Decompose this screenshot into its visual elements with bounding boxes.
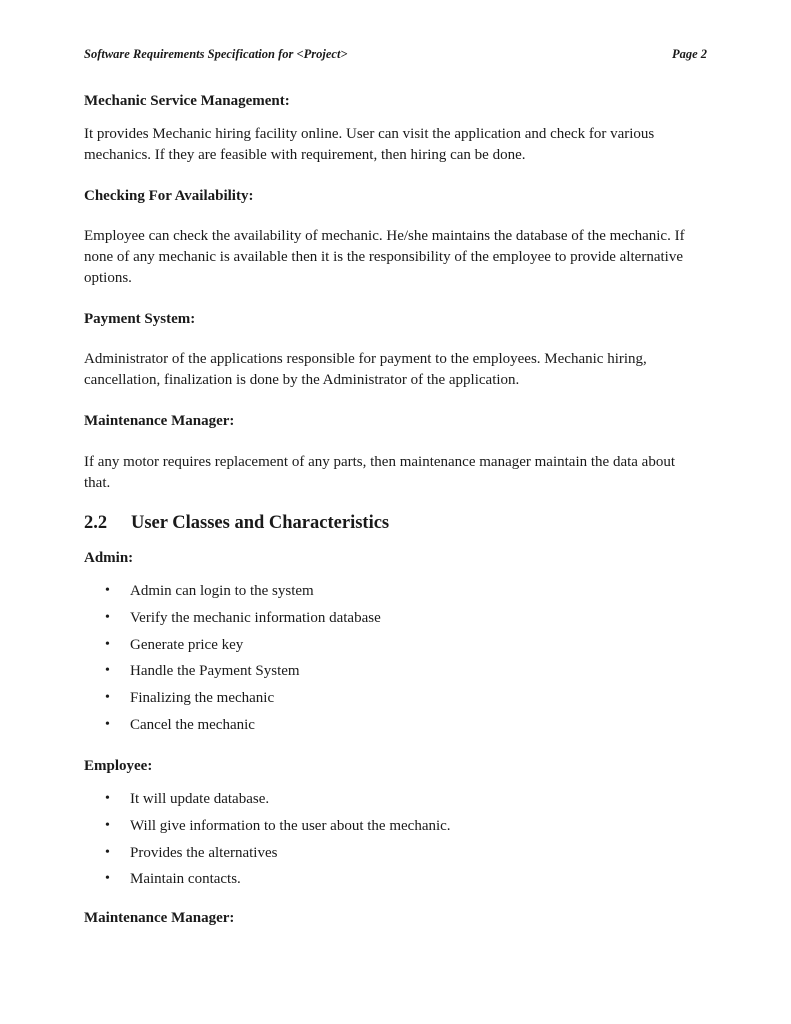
heading-admin: Admin: <box>84 550 134 566</box>
section-heading-user-classes <box>84 511 707 535</box>
list-item: • Admin can login to the system <box>105 583 314 599</box>
text-line: cancellation, finalization is done by the Administrator of the application. <box>84 372 520 388</box>
section-title: User Classes and Characteristics <box>131 513 390 533</box>
list-item: • Generate price key <box>105 636 244 653</box>
text-line: none of any mechanic is available then it is the responsibility of the employee to provide alternative <box>84 249 683 265</box>
bullet-icon: • <box>105 844 110 860</box>
heading-maintenance-manager: Maintenance Manager: <box>84 910 235 926</box>
text-line: Administrator of the applications responsible for payment to the employees. Mechanic hiring, <box>84 351 647 367</box>
list-item: • Verify the mechanic information database <box>105 609 381 626</box>
heading-availability: Checking For Availability: <box>84 188 254 204</box>
paragraph-maintenance <box>84 452 707 494</box>
list-item: • It will update database. <box>105 791 270 807</box>
heading-payment: Payment System: <box>84 311 196 327</box>
heading-mechanic-service: Mechanic Service Management: <box>84 93 290 109</box>
bullet-icon: • <box>105 609 110 625</box>
text-line: Employee can check the availability of mechanic. He/she maintains the database of the mechanic. If <box>84 228 685 244</box>
page-number: Page 2 <box>671 47 707 61</box>
list-item: • Finalizing the mechanic <box>105 690 275 707</box>
bullet-icon: • <box>105 871 110 887</box>
paragraph-payment <box>84 349 707 391</box>
list-item: • Provides the alternatives <box>105 844 278 861</box>
list-item: • Will give information to the user about the mechanic. <box>105 817 451 834</box>
bullet-icon: • <box>105 690 110 706</box>
list-item: • Handle the Payment System <box>105 663 300 680</box>
paragraph-availability <box>84 226 707 289</box>
text-line: It provides Mechanic hiring facility online. User can visit the application and check for various <box>84 126 655 142</box>
heading-maintenance: Maintenance Manager: <box>84 413 235 429</box>
document-title: Software Requirements Specification for <Project> <box>84 47 348 61</box>
employee-list <box>84 789 707 896</box>
bullet-icon: • <box>105 663 110 679</box>
text-line: that. <box>84 475 111 491</box>
text-line: If any motor requires replacement of any parts, then maintenance manager maintain the data about <box>84 454 676 470</box>
heading-employee: Employee: <box>84 758 153 774</box>
paragraph-mechanic-service <box>84 124 707 166</box>
bullet-icon: • <box>105 791 110 806</box>
text-line: mechanics. If they are feasible with requirement, then hiring can be done. <box>84 147 526 163</box>
bullet-icon: • <box>105 636 110 652</box>
list-item: • Maintain contacts. <box>105 871 241 888</box>
text-line: options. <box>84 270 132 286</box>
bullet-icon: • <box>105 716 110 732</box>
section-number: 2.2 <box>84 513 108 533</box>
list-item: • Cancel the mechanic <box>105 716 255 733</box>
bullet-icon: • <box>105 583 110 598</box>
bullet-icon: • <box>105 817 110 833</box>
admin-list <box>84 581 707 742</box>
